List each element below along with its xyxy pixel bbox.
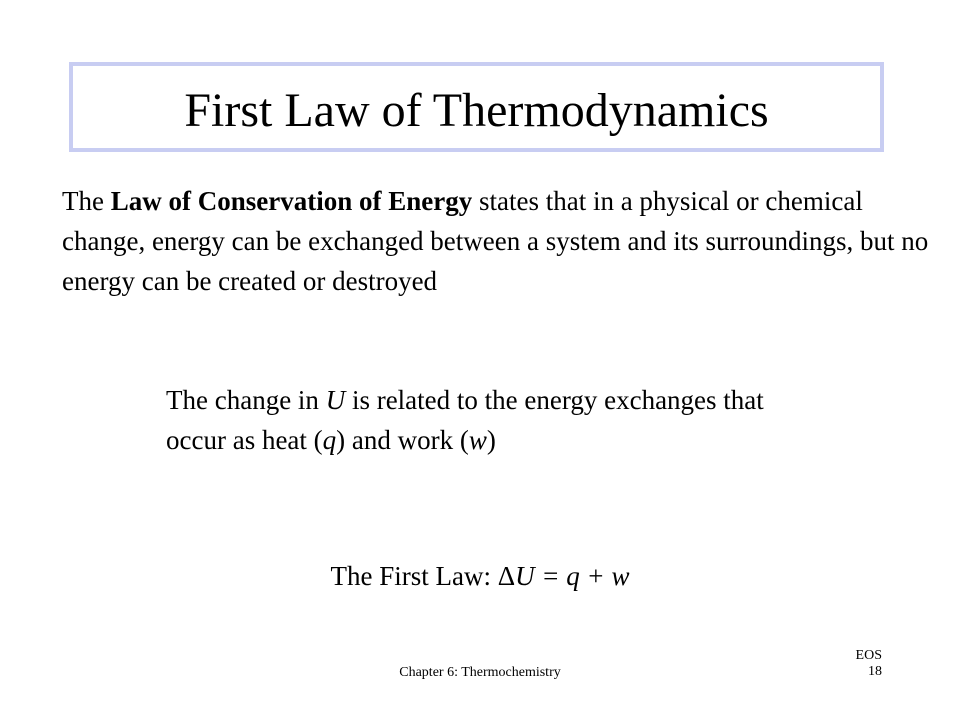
first-law-label: The First Law: — [330, 561, 498, 591]
para2-part4: ) — [486, 425, 496, 455]
para2-part3: ) and work ( — [336, 425, 469, 455]
page-number: 18 — [868, 664, 882, 679]
para1-start: The — [62, 186, 111, 216]
title-box — [69, 62, 884, 152]
equation-text: U = q + w — [515, 561, 630, 591]
conservation-paragraph — [62, 181, 942, 301]
footer-tag: EOS — [855, 648, 882, 663]
para2-part1: The change in — [166, 385, 326, 415]
change-in-u-paragraph — [166, 380, 826, 460]
slide-title: First Law of Thermodynamics — [184, 84, 769, 137]
first-law-equation — [0, 556, 960, 596]
para1-rest: states that in a physical or chemical change, energy can be exchanged between a system and its surroundings, but no energy can be created or destroyed — [62, 186, 929, 296]
footer-chapter: Chapter 6: Thermochemistry — [399, 665, 561, 680]
footer-right — [856, 648, 882, 680]
variable-w: w — [468, 425, 487, 455]
variable-u: U — [325, 385, 346, 415]
law-name: Law of Conservation of Energy — [110, 186, 473, 216]
delta-symbol: Δ — [497, 561, 516, 591]
para2-part2: is related to the energy exchanges that occur as heat ( — [166, 385, 764, 455]
variable-q: q — [322, 425, 337, 455]
